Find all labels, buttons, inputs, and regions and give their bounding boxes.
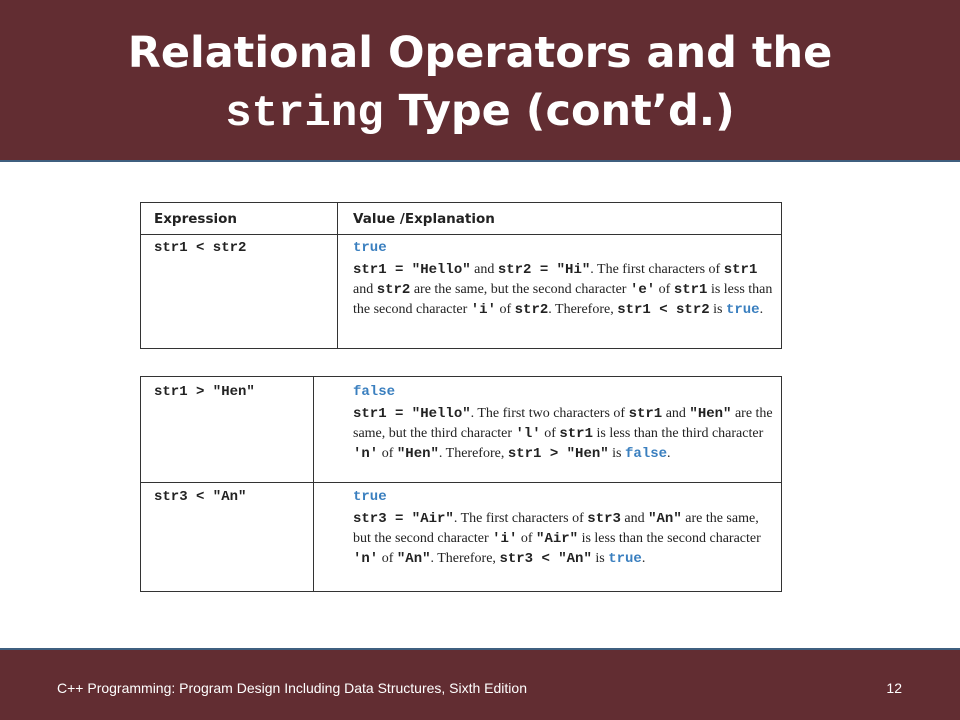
code-fragment: str2 [376, 282, 411, 298]
text-fragment: are the same, but the second character [353, 511, 759, 546]
code-fragment: "An" [648, 511, 682, 527]
code-fragment: 'i' [470, 302, 496, 318]
code-fragment: str1 > "Hen" [507, 446, 609, 462]
code-fragment: 'e' [629, 282, 656, 298]
text-fragment: . [667, 446, 671, 461]
code-fragment: str1 = "Hello" [353, 262, 471, 278]
text-fragment: is [709, 302, 726, 317]
row-explanation [353, 404, 773, 464]
text-fragment: is less than the third character [592, 426, 764, 441]
text-fragment: of [378, 551, 397, 566]
text-fragment: . Therefore, [430, 551, 500, 566]
code-fragment: 'l' [515, 426, 541, 442]
text-fragment: . [641, 551, 646, 566]
row-value: false [353, 384, 396, 400]
keyword-fragment: false [625, 446, 668, 462]
row-value: true [353, 489, 387, 505]
footer-book-title: C++ Programming: Program Design Including Data Structures, Sixth Edition [57, 680, 527, 696]
text-fragment: are the same, but the third character [353, 406, 773, 441]
code-fragment: str2 [514, 302, 549, 318]
text-fragment: of [517, 531, 537, 546]
text-fragment: is [608, 446, 626, 461]
row-divider [141, 482, 781, 483]
column-divider [313, 377, 314, 591]
text-fragment: . The first characters of [453, 511, 588, 526]
code-fragment: str3 < "An" [499, 551, 592, 567]
code-fragment: "Air" [536, 531, 579, 547]
row-expression: str1 < str2 [154, 240, 247, 256]
row-value: true [353, 240, 387, 256]
row-explanation [353, 509, 773, 569]
row-expression: str1 > "Hen" [154, 384, 255, 400]
row-explanation [353, 260, 773, 320]
text-fragment: . Therefore, [548, 302, 618, 317]
code-fragment: str3 = "Air" [353, 511, 454, 527]
comparison-table-1 [140, 202, 782, 349]
text-fragment: and [662, 406, 690, 421]
text-fragment: . Therefore, [438, 446, 508, 461]
header-value-explanation: Value /Explanation [353, 211, 495, 227]
keyword-fragment: true [608, 551, 642, 567]
code-fragment: str1 [559, 426, 593, 442]
header-expression: Expression [154, 211, 237, 227]
title-line-1: Relational Operators and the [127, 28, 833, 78]
title-rest: Type (cont’d.) [383, 86, 735, 136]
text-fragment: and [620, 511, 649, 526]
code-fragment: 'i' [492, 531, 518, 547]
column-divider [337, 203, 338, 348]
code-fragment: str1 [723, 262, 758, 278]
text-fragment: . The first characters of [590, 262, 724, 277]
text-fragment: of [378, 446, 397, 461]
title-code-word: string [225, 89, 384, 139]
text-fragment: are the same, but the second character [410, 282, 630, 297]
row-expression: str3 < "An" [154, 489, 247, 505]
code-fragment: str1 [628, 406, 663, 422]
title-banner [0, 0, 960, 162]
text-fragment: . [759, 302, 764, 317]
text-fragment: is less than the second character [353, 282, 773, 317]
slide-title [0, 24, 960, 143]
header-divider [141, 234, 781, 235]
text-fragment: and [470, 262, 498, 277]
text-fragment: of [655, 282, 674, 297]
code-fragment: 'n' [353, 551, 379, 567]
text-fragment: is [591, 551, 609, 566]
code-fragment: str3 [587, 511, 621, 527]
code-fragment: "Hen" [396, 446, 439, 462]
text-fragment: and [353, 282, 377, 297]
footer-bar [0, 648, 960, 720]
text-fragment: of [540, 426, 560, 441]
code-fragment: "Hen" [689, 406, 732, 422]
text-fragment: . The first two characters of [470, 406, 629, 421]
comparison-table-2 [140, 376, 782, 592]
text-fragment: is less than the second character [578, 531, 761, 546]
text-fragment: of [495, 302, 515, 317]
code-fragment: "An" [396, 551, 431, 567]
keyword-fragment: true [725, 302, 760, 318]
code-fragment: 'n' [353, 446, 379, 462]
code-fragment: str1 [673, 282, 708, 298]
code-fragment: str2 = "Hi" [497, 262, 591, 278]
page-number: 12 [886, 680, 902, 696]
title-line-2 [0, 82, 960, 143]
code-fragment: str1 = "Hello" [353, 406, 471, 422]
code-fragment: str1 < str2 [617, 302, 710, 318]
